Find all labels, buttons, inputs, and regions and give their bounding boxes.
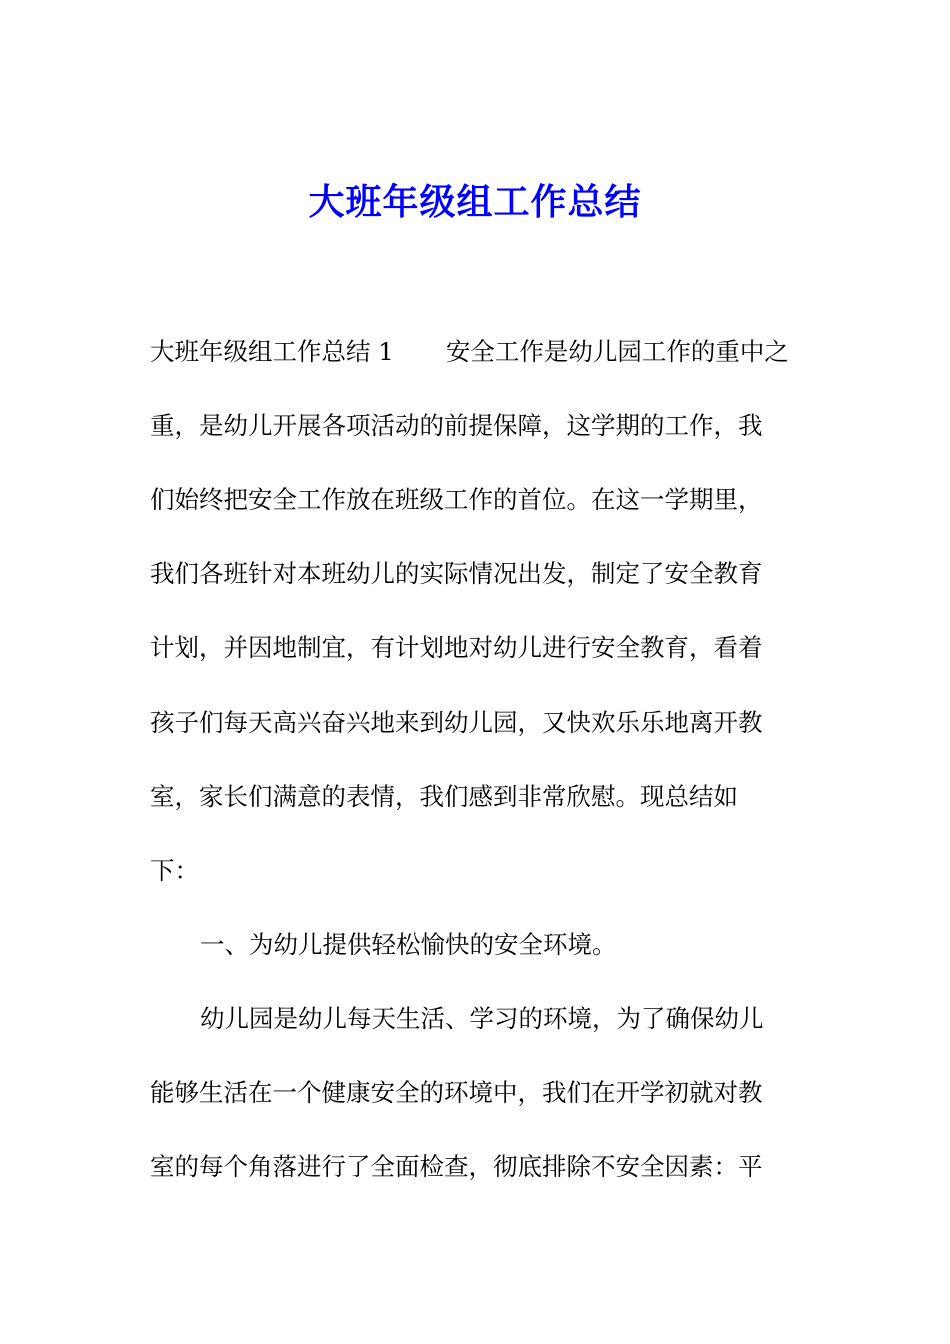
document-title: 大班年级组工作总结 — [308, 181, 642, 223]
paragraph-line-3: 们始终把安全工作放在班级工作的首位。在这一学期里， — [150, 485, 763, 514]
section-heading: 大班年级组工作总结 1 — [150, 337, 394, 366]
paragraph-line-10: 幼儿园是幼儿每天生活、学习的环境，为了确保幼儿 — [200, 1004, 764, 1033]
paragraph-line-4: 我们各班针对本班幼儿的实际情况出发，制定了安全教育 — [150, 559, 763, 588]
paragraph-line-2: 重，是幼儿开展各项活动的前提保障，这学期的工作，我 — [150, 411, 763, 440]
paragraph-line-8: 下： — [150, 856, 199, 885]
paragraph-line-5: 计划，并因地制宜，有计划地对幼儿进行安全教育，看着 — [150, 633, 763, 662]
section-one-heading: 一、为幼儿提供轻松愉快的安全环境。 — [200, 930, 617, 959]
paragraph-line-11: 能够生活在一个健康安全的环境中，我们在开学初就对教 — [150, 1078, 763, 1107]
paragraph-line-12: 室的每个角落进行了全面检查，彻底排除不安全因素：平 — [150, 1152, 763, 1181]
paragraph-line-7: 室，家长们满意的表情，我们感到非常欣慰。现总结如 — [150, 782, 738, 811]
paragraph-line-1 — [150, 334, 810, 370]
paragraph-line-6: 孩子们每天高兴奋兴地来到幼儿园，又快欢乐乐地离开教 — [150, 708, 763, 737]
paragraph-text: 安全工作是幼儿园工作的重中之 — [445, 337, 789, 366]
